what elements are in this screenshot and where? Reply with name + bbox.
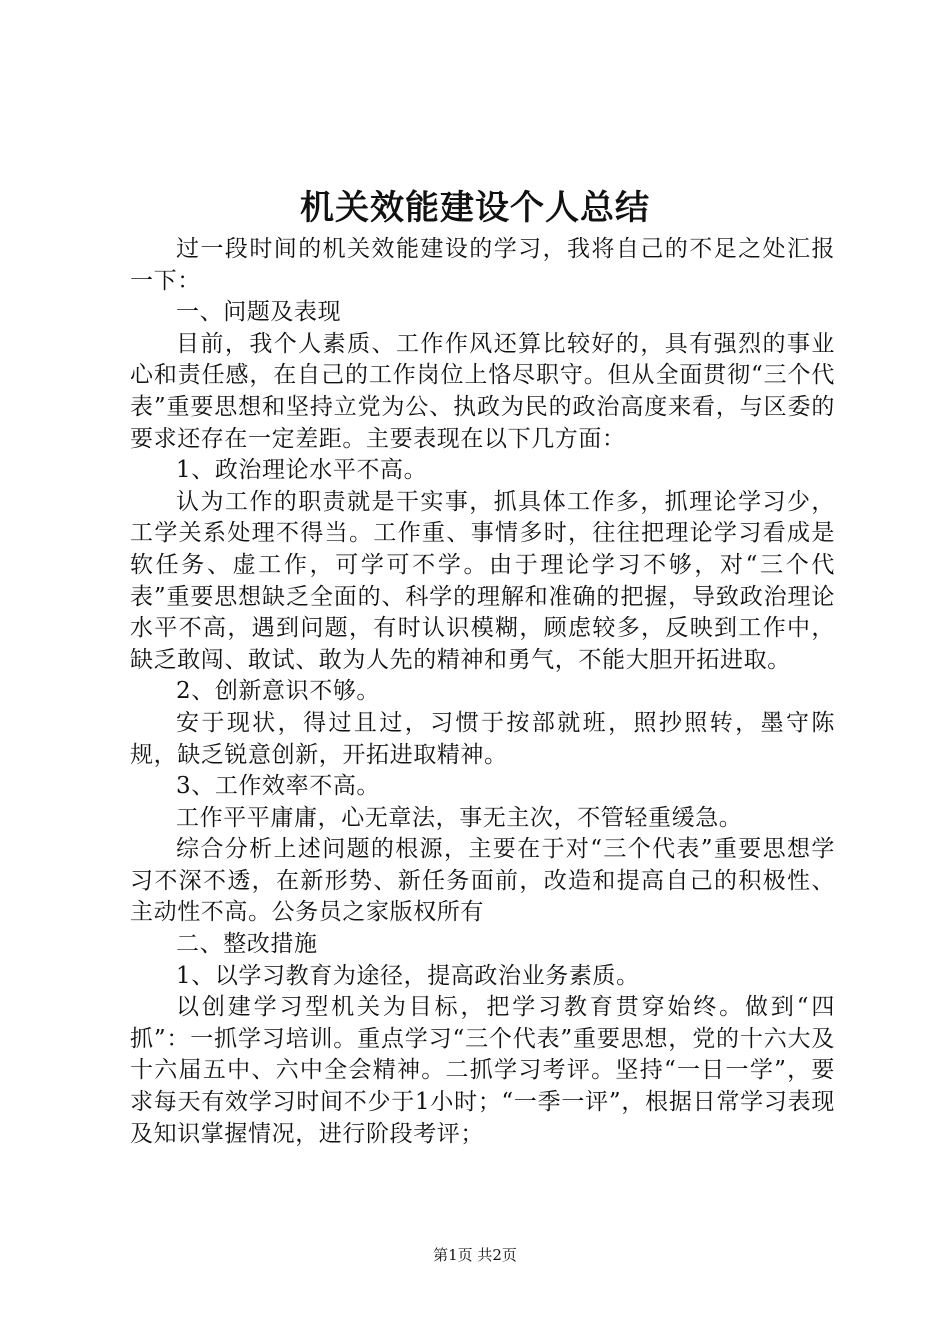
paragraph-intro: 过一段时间的机关效能建设的学习，我将自己的不足之处汇报一下： <box>130 236 835 294</box>
subheading-efficiency: 3、工作效率不高。 <box>176 773 381 800</box>
paragraph-analysis: 综合分析上述问题的根源，主要在于对“三个代表”重要思想学习不深不透，在新形势、新任务面前，改造和提高自己的积极性、主动性不高。公务员之家版权所有 <box>130 836 835 926</box>
subheading-theory-level: 1、政治理论水平不高。 <box>176 457 428 484</box>
paragraph-innovation: 安于现状，得过且过，习惯于按部就班，照抄照转，墨守陈规，缺乏锐意创新，开拓进取精神。 <box>130 709 835 768</box>
heading-problems: 一、问题及表现 <box>176 299 342 326</box>
heading-measures: 二、整改措施 <box>176 931 318 958</box>
subheading-study-education: 1、以学习教育为途径，提高政治业务素质。 <box>176 962 640 989</box>
paragraph-theory-level: 认为工作的职责就是干实事，抓具体工作多，抓理论学习少，工学关系处理不得当。工作重、事情多时，往往把理论学习看成是软任务、虚工作，可学可不学。由于理论学习不够，对“三个代表”重要思想缺乏全面的、科学的理解和准确的把握，导致政治理论水平不高，遇到问题，有时认识模糊，顾虑较多，反映到工作中，缺乏敢闯、敢试、敢为人先的精神和勇气，不能大胆开拓进取。 <box>130 488 835 673</box>
paragraph-current-status: 目前，我个人素质、工作作风还算比较好的，具有强烈的事业心和责任感，在自己的工作岗位上恪尽职守。但从全面贯彻“三个代表”重要思想和坚持立党为公、执政为民的政治高度来看，与区委的要求还存在一定差距。主要表现在以下几方面： <box>130 330 835 452</box>
page-footer: 第1页 共2页 <box>433 1246 517 1264</box>
paragraph-efficiency: 工作平平庸庸，心无章法，事无主次，不管轻重缓急。 <box>176 804 743 831</box>
document-title: 机关效能建设个人总结 <box>300 188 650 228</box>
document-body <box>130 234 835 1150</box>
paragraph-study-education: 以创建学习型机关为目标，把学习教育贯穿始终。做到“四抓”：一抓学习培训。重点学习“三个代表”重要思想，党的十六大及十六届五中、六中全会精神。二抓学习考评。坚持“一日一学”，要求每天有效学习时间不少于1小时；“一季一评”，根据日常学习表现及知识掌握情况，进行阶段考评； <box>130 994 835 1147</box>
subheading-innovation: 2、创新意识不够。 <box>176 678 381 705</box>
